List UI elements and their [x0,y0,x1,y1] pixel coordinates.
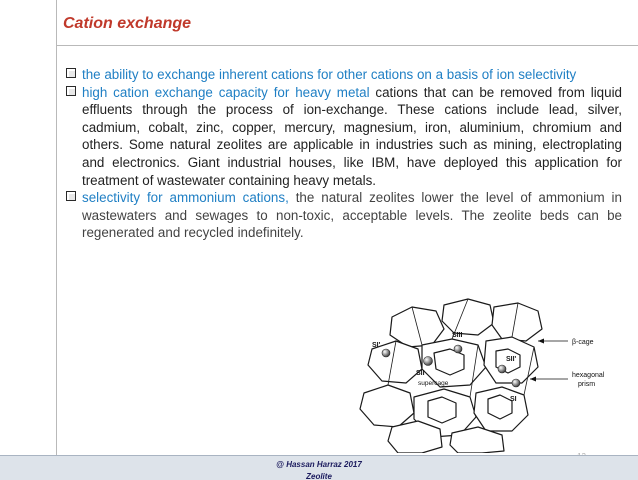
title-underline [56,45,638,46]
checkbox-bullet-icon [66,191,76,201]
hexagonal-prism-label-2: prism [578,381,596,388]
zeolite-structure-diagram [352,297,634,453]
slide-title: Cation exchange [63,15,192,32]
site-label-si-prime: SI' [372,342,381,349]
left-rule [56,0,57,455]
bullet-text: the natural zeolites lower the level of ammonium in wastewaters and sewages to non-toxic, acceptable levels. The zeolite beds can be regenerated and recycled indefinitely. [82,190,622,241]
site-label-si: SI [510,396,517,403]
hexagonal-prism-label: hexagonal [572,372,605,379]
supercage-label: supercage [418,380,449,387]
beta-cage-label: β-cage [572,339,594,346]
bullet-text: the ability to exchange inherent cations for other cations on a basis of ion selectivity [82,67,577,82]
checkbox-bullet-icon [66,68,76,78]
bullet-lead: high cation exchange capacity for heavy metal [82,84,370,100]
site-label-sii: SII [416,370,425,377]
bullet-text: cations that can be removed from liquid effluents through the process of ion-exchange. These cations include lead, silver, cadmium, cobalt, zinc, copper, mercury, magnesium, iron, aluminium, chromium and others. Some natural zeolites are applicable in industries such as mining, electroplating and electronics. Giant industrial houses, like IBM, have deployed this application for treatment of wastewater containing heavy metals. [82,84,623,188]
checkbox-bullet-icon [66,86,76,96]
footer-author: @ Hassan Harraz 2017 [276,460,362,469]
bullet-lead: selectivity for ammonium cations, [82,190,289,206]
bullet-item [66,84,622,190]
site-label-sii-prime: SII' [506,356,517,363]
bullet-list [66,66,622,242]
footer-bar [0,455,638,480]
footer-subtitle: Zeolite [306,472,332,480]
bullet-item [66,189,622,242]
site-label-siii: SIII [452,332,463,339]
bullet-item [66,66,622,84]
